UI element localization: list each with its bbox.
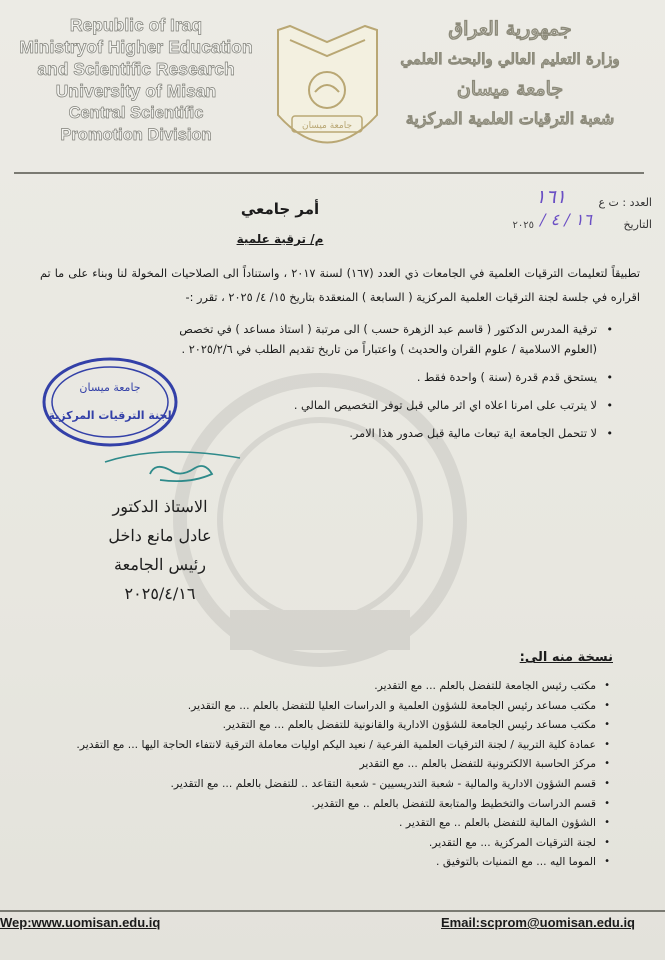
header-en-line: Republic of Iraq bbox=[69, 15, 203, 35]
date-label: التاريخ bbox=[623, 218, 652, 231]
header-en-line: and Scientific Research bbox=[37, 59, 235, 79]
signer-title: الاستاذ الدكتور bbox=[112, 497, 208, 516]
header-ar-line: جمهورية العراق bbox=[448, 18, 572, 40]
decision-item: • لا تتحمل الجامعة اية تبعات مالية قبل صدور هذا الامر. bbox=[25, 424, 615, 444]
copy-item: • الشؤون المالية للتفضل بالعلم .. مع التقدير . bbox=[40, 813, 610, 833]
signer-position: رئيس الجامعة bbox=[114, 555, 206, 574]
order-title: أمر جامعي bbox=[240, 200, 320, 218]
header-en-line: Ministryof Higher Education bbox=[19, 37, 253, 57]
order-intro: تطبيقاً لتعليمات الترقيات العلمية في الجامعات ذي العدد (١٦٧) لسنة ٢٠١٧ ، واستناداً الى الصلاحيات المخولة لنا وبناء على ما تم اقراره في جلسة لجنة الترقيات العلمية المركزية ( السابعة ) المنعقدة بتاريخ ١٥/ ٤/ ٢٠٢٥ ، تقرر :- bbox=[40, 267, 640, 304]
header-en-line: Promotion Division bbox=[60, 126, 212, 144]
copy-item: • الموما اليه ... مع التمنيات بالتوفيق . bbox=[40, 852, 610, 872]
number-handwritten: ١٦١ bbox=[535, 186, 566, 208]
copy-item: • قسم الدراسات والتخطيط والمتابعة للتفضل بالعلم .. مع التقدير. bbox=[40, 794, 610, 814]
number-label: العدد : ت ع bbox=[598, 196, 652, 209]
order-subject: م/ ترقية علمية bbox=[236, 232, 324, 246]
stamp-top-text: جامعة ميسان bbox=[79, 381, 141, 394]
copy-item: • قسم الشؤون الادارية والمالية - شعبة التدريسيين - شعبة التقاعد .. للتفضل بالعلم ... مع التقدير. bbox=[40, 774, 610, 794]
decision-item: • لا يترتب على امرنا اعلاه اي اثر مالي قبل توفر التخصيص المالي . bbox=[25, 396, 615, 416]
university-logo bbox=[270, 20, 385, 160]
header-divider bbox=[14, 172, 644, 174]
copy-item: • مكتب مساعد رئيس الجامعة للشؤون الادارية والقانونية للتفضل بالعلم ... مع التقدير. bbox=[40, 715, 610, 735]
copies-list bbox=[40, 676, 610, 872]
footer-divider bbox=[0, 910, 665, 912]
copy-item: • عمادة كلية التربية / لجنة الترقيات العلمية الفرعية / نعيد اليكم اوليات معاملة الترقية لانتفاء الحاجة اليها ... مع التقدير. bbox=[40, 735, 610, 755]
header-ar-line: شعبة الترقيات العلمية المركزية bbox=[405, 109, 615, 128]
decision-item: • ترقية المدرس الدكتور ( قاسم عبد الزهرة حسب ) الى مرتبة ( استاذ مساعد ) في تخصص (العلوم الاسلامية / علوم القران والحديث ) واعتباراً من تاريخ تقديم الطلب في ٢٠٢٥/٢/٦ . bbox=[25, 320, 615, 360]
copies-heading: نسخة منه الى: bbox=[519, 650, 613, 665]
arabic-header bbox=[385, 14, 635, 134]
date-year: ٢٠٢٥ bbox=[512, 220, 534, 231]
copy-item: • مكتب رئيس الجامعة للتفضل بالعلم ... مع التقدير. bbox=[40, 676, 610, 696]
copy-item: • لجنة الترقيات المركزية ... مع التقدير. bbox=[40, 833, 610, 853]
decision-item: • يستحق قدم قدرة (سنة ) واحدة فقط . bbox=[25, 368, 615, 388]
footer-email[interactable]: Email:scprom@uomisan.edu.iq bbox=[441, 915, 635, 930]
header-ar-line: جامعة ميسان bbox=[456, 78, 564, 100]
copy-item: • مركز الحاسبة الالكترونية للتفضل بالعلم ... مع التقدير bbox=[40, 754, 610, 774]
logo-text: جامعة ميسان bbox=[301, 121, 353, 131]
signer-name: عادل مانع داخل bbox=[108, 526, 212, 545]
date-handwritten: ١٦ / ٤ / bbox=[540, 210, 592, 229]
stamp-bottom-text: لجنة الترقيات المركزية bbox=[48, 409, 172, 422]
copy-item: • مكتب مساعد رئيس الجامعة للشؤون العلمية و الدراسات العليا للتفضل بالعلم ... مع التقدير. bbox=[40, 696, 610, 716]
signer-block bbox=[60, 492, 260, 608]
signer-date: ٢٠٢٥/٤/١٦ bbox=[124, 584, 196, 603]
header-en-line: University of Misan bbox=[55, 81, 217, 101]
header-ar-line: وزارة التعليم العالي والبحث العلمي bbox=[400, 50, 620, 68]
official-stamp bbox=[40, 355, 180, 450]
header-en-line: Central Scientific bbox=[68, 104, 204, 122]
footer-website[interactable]: Wep:www.uomisan.edu.iq bbox=[0, 915, 161, 930]
english-header bbox=[6, 14, 266, 146]
